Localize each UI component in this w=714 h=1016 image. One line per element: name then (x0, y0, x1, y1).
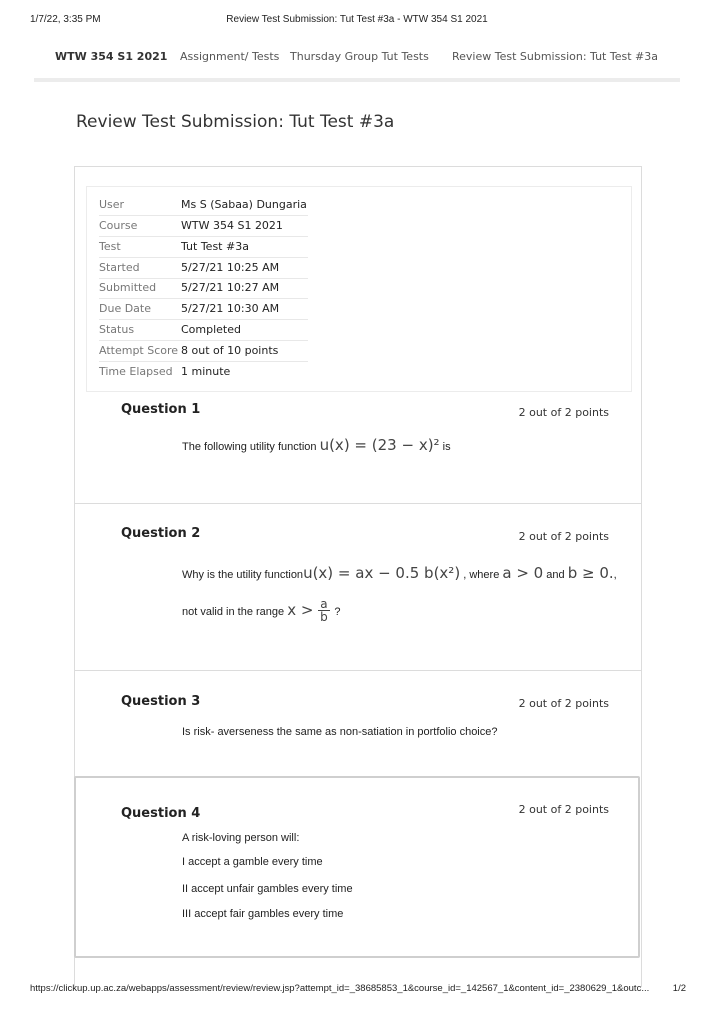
breadcrumb-current[interactable]: Review Test Submission: Tut Test #3a (452, 50, 658, 63)
question-text: The following utility function u(x) = (23 − x)² is (182, 436, 451, 454)
breadcrumb-tut-tests[interactable]: Thursday Group Tut Tests (290, 50, 429, 63)
utility-formula: u(x) = ax − 0.5 b(x²) (303, 564, 461, 582)
question-points: 2 out of 2 points (518, 530, 609, 543)
print-page-number: 1/2 (672, 983, 686, 994)
detail-row-attempt-score: Attempt Score 8 out of 10 points (99, 340, 308, 362)
fraction: $\frac{a}{b}$ (320, 597, 328, 624)
page-title: Review Test Submission: Tut Test #3a (76, 112, 395, 132)
question-4 (75, 776, 641, 956)
print-doc-title: Review Test Submission: Tut Test #3a - WTW 354 S1 2021 (226, 14, 488, 25)
detail-row-due-date: Due Date 5/27/21 10:30 AM (99, 298, 308, 320)
breadcrumb (34, 40, 680, 82)
detail-row-time-elapsed: Time Elapsed 1 minute (99, 365, 231, 378)
range-expression: x > $\frac{a}{b}$ (287, 597, 328, 624)
condition-b: b ≥ 0. (567, 564, 614, 582)
question-title: Question 2 (121, 526, 201, 541)
utility-formula: u(x) = (23 − x)² (319, 436, 440, 454)
detail-row-submitted: Submitted 5/27/21 10:27 AM (99, 277, 308, 299)
question-text: Is risk- averseness the same as non-satiation in portfolio choice? (182, 726, 498, 738)
question-1 (75, 392, 641, 502)
question-title: Question 3 (121, 694, 201, 709)
question-2 (75, 503, 641, 670)
detail-row-test: Test Tut Test #3a (99, 236, 308, 258)
print-datetime: 1/7/22, 3:35 PM (30, 14, 101, 25)
breadcrumb-course[interactable]: WTW 354 S1 2021 (55, 50, 168, 63)
detail-row-started: Started 5/27/21 10:25 AM (99, 257, 308, 279)
answer-option: II accept unfair gambles every time (182, 883, 353, 895)
breadcrumb-assignments[interactable]: Assignment/ Tests (180, 50, 280, 63)
condition-a: a > 0 (502, 564, 544, 582)
question-title: Question 1 (121, 402, 201, 417)
detail-row-user: User Ms S (Sabaa) Dungaria (99, 194, 308, 216)
answer-option: III accept fair gambles every time (182, 908, 344, 920)
answer-option: I accept a gamble every time (182, 856, 323, 868)
question-points: 2 out of 2 points (518, 697, 609, 710)
print-url: https://clickup.up.ac.za/webapps/assessment/review/review.jsp?attempt_id=_38685853_1&course_id=_142567_1&content_id=_2380629_1&outc... (30, 983, 650, 994)
question-title: Question 4 (121, 806, 201, 821)
question-text-line2: not valid in the range x > $\frac{a}{b}$ ? (182, 597, 341, 624)
question-text: Why is the utility functionu(x) = ax − 0.5 b(x²) , where a > 0 and b ≥ 0., (182, 564, 617, 582)
detail-row-status: Status Completed (99, 319, 308, 341)
question-3 (75, 670, 641, 775)
detail-row-course: Course WTW 354 S1 2021 (99, 215, 308, 237)
question-text: A risk-loving person will: (182, 832, 300, 844)
question-points: 2 out of 2 points (518, 803, 609, 816)
question-points: 2 out of 2 points (518, 406, 609, 419)
